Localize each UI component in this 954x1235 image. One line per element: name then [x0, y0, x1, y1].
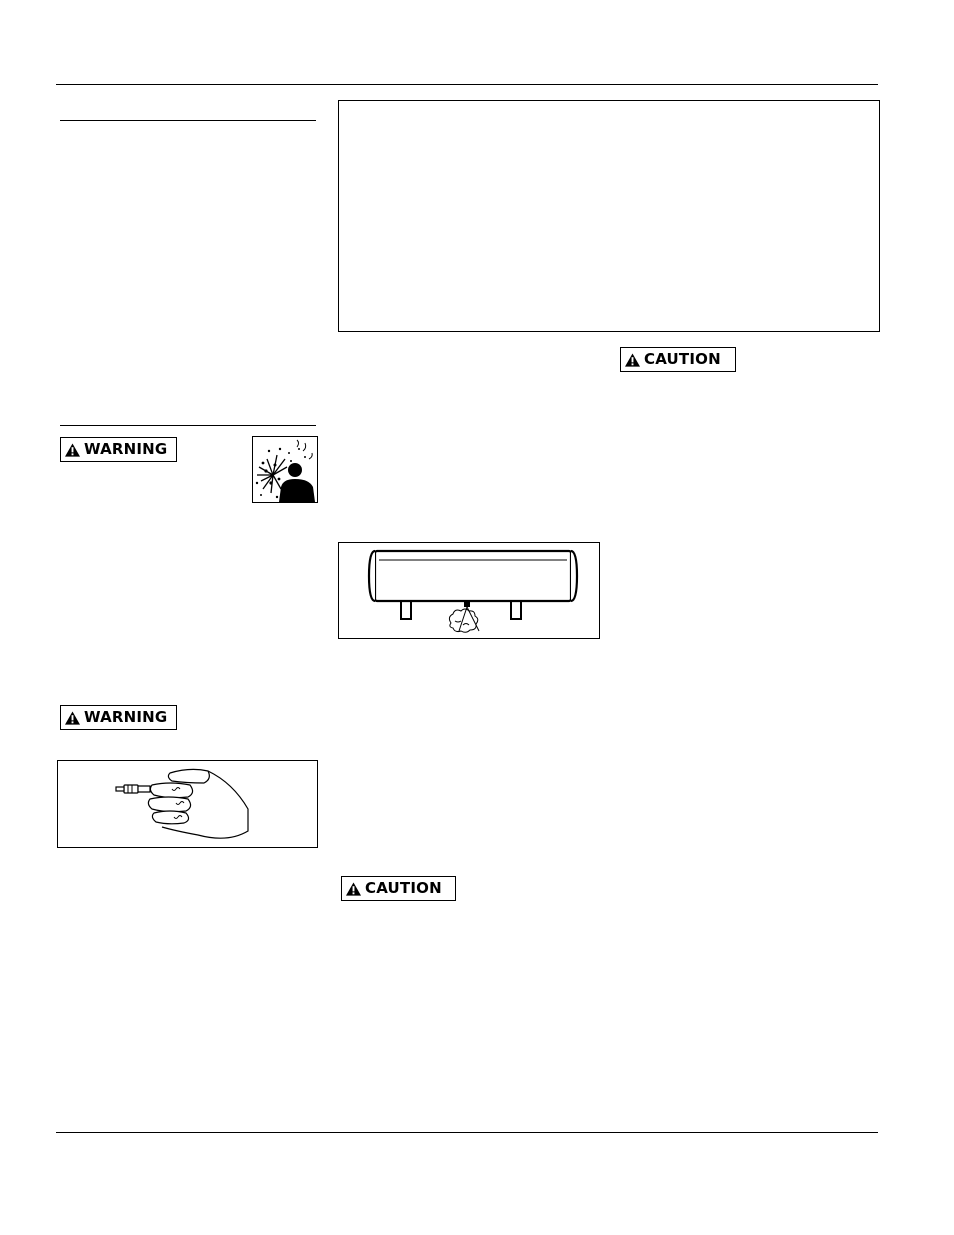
header-rule: [56, 84, 878, 85]
left-section-rule-top: [60, 120, 316, 121]
warning-label-2: [60, 705, 177, 730]
left-section-rule-mid: [60, 425, 316, 426]
explosion-hazard-icon: [252, 436, 318, 503]
footer-rule: [56, 1132, 878, 1133]
warning-label-1: [60, 437, 177, 462]
warning-triangle-icon: [65, 443, 80, 457]
hand-air-nozzle-illustration: [57, 760, 318, 848]
warning-label-text: WARNING: [84, 440, 168, 458]
caution-label-text: CAUTION: [644, 350, 721, 368]
caution-label-top: [620, 347, 736, 372]
notice-box: [338, 100, 880, 332]
warning-triangle-icon: [65, 711, 80, 725]
warning-triangle-icon: [346, 882, 361, 896]
warning-label-text: WARNING: [84, 708, 168, 726]
warning-triangle-icon: [625, 353, 640, 367]
caution-label-bottom: [341, 876, 456, 901]
caution-label-text: CAUTION: [365, 879, 442, 897]
air-tank-drain-illustration: [338, 542, 600, 639]
